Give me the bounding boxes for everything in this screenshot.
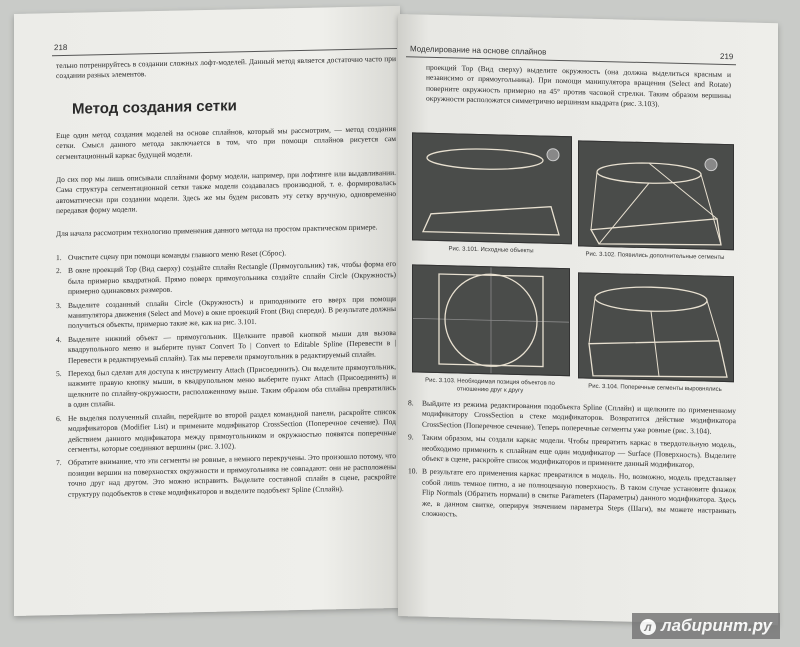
left-page-number: 218 — [54, 42, 68, 53]
item-text: Переход был сделан для доступа к инструменту Attach (Присоединить). Он выделите прямоугольник, нажмите правую кнопку мыши, в квадрупольном меню выберите пункт Attach (Присоединить) и щелкните по сплайну-окружности, расположенному выше. Таким образом оба сплайна превратились в один сплайн. — [68, 362, 396, 410]
item-number: 4. — [56, 334, 62, 344]
left-paragraph-1 — [56, 124, 396, 162]
list-item — [56, 451, 396, 500]
item-number: 8. — [408, 398, 414, 408]
item-text: Выделите нижний объект — прямоугольник. Щелкните правой кнопкой мыши для вызова квадрупольного меню и выберите пункт Convert To | Convert to Editable Spline (Перевести в | Перевести в редактируемый сплайн). Так мы перевели прямоугольник в редактируемый сплайн. — [68, 327, 396, 365]
right-top-text: проекций Top (Вид сверху) выделите окружность (она должна выделиться красным и независимо от прямоугольника). При помощи манипулятора вращения (Select and Rotate) поверните окружность примерно на 45° против часовой стрелки. Таким образом вершины окружности расположатся симметрично вершинам квадрата (рис. 3.103). — [426, 62, 731, 109]
list-item — [56, 328, 396, 366]
figure-3-103 — [412, 264, 570, 376]
watermark-text: лабиринт.ру — [661, 616, 772, 635]
item-text: В результате его применения каркас превратился в модель. Но, возможно, модель представляет собой лишь темное пятно, а не полноценную поверхность. В таком случае установите флажок Flip Normals (Обратить нормали) в свитке Parameters (Параметры) данного модификатора. Здесь же, в данном свитке, оперируя значением параметра Steps (Шаги), вы можете настраивать сложность. — [422, 467, 736, 519]
left-paragraph-3 — [56, 222, 396, 240]
left-page — [14, 6, 400, 616]
left-numbered-list — [56, 246, 396, 503]
watermark — [632, 613, 780, 639]
open-book — [14, 14, 784, 624]
item-number: 1. — [56, 253, 62, 263]
item-text: Выделите созданный сплайн Circle (Окружность) и приподнимите его вверх при помощи манипулятора движения (Select and Move) в окне проекций Front (Вид спереди). В результате должны получиться объекты, примерно такие же, как на рис. 3.101. — [68, 293, 396, 331]
caption-3-104: Рис. 3.104. Поперечные сегменты выровнялись — [588, 383, 722, 393]
figure-101-image — [413, 133, 571, 243]
item-number: 9. — [408, 432, 414, 442]
right-page-number: 219 — [720, 51, 734, 62]
figure-104-image — [579, 273, 733, 381]
figure-3-101 — [412, 132, 572, 244]
list-item — [408, 467, 736, 527]
item-number: 3. — [56, 300, 62, 310]
section-heading: Метод создания сетки — [72, 97, 237, 118]
list-item — [56, 362, 396, 411]
item-number: 2. — [56, 266, 62, 276]
list-item — [408, 398, 736, 437]
left-intro-text: тельно потренируйтесь в создании сложных лофт-моделей. Данный метод является достаточно часто при создании разных элементов. — [56, 53, 396, 81]
right-page — [398, 14, 778, 625]
list-item — [56, 294, 396, 332]
list-item — [408, 432, 736, 471]
running-head: Моделирование на основе сплайнов — [410, 44, 547, 57]
caption-3-103: Рис. 3.103. Необходимая позиция объектов по отношению друг к другу — [425, 377, 555, 395]
item-number: 6. — [56, 413, 62, 423]
figure-3-104 — [578, 272, 734, 382]
figure-3-102 — [578, 140, 734, 250]
figure-103-image — [413, 265, 569, 375]
item-text: Очистите сцену при помощи команды главного меню Reset (Сброс). — [68, 248, 287, 262]
paragraph-text: Еще один метод создания моделей на основе сплайнов, который мы рассмотрим, — метод создания сетки. Смысл данного метода заключается в том, что при помощи сплайнов рисуется сам сегментационный каркас будущей модели. — [56, 123, 396, 161]
item-number: 5. — [56, 369, 62, 379]
paragraph-text: Для начала рассмотрим технологию применения данного метода на простом практическом примере. — [56, 222, 378, 239]
figure-102-image — [579, 141, 733, 249]
list-item — [56, 259, 396, 297]
left-paragraph-2 — [56, 168, 396, 217]
item-text: В окне проекций Top (Вид сверху) создайте сплайн Rectangle (Прямоугольник) так, чтобы форма его была примерно квадратной. Прямо поверх прямоугольника создайте сплайн Circle (Окружность) примерно одинаковых размеров. — [68, 259, 396, 297]
right-numbered-list — [408, 398, 736, 529]
item-text: Не выделяя полученный сплайн, перейдите во второй раздел командной панели, раскройте список модификаторов (Modifier List) и примените модификатор CrossSection (Поперечное сечение). Под действием данного модификатора между прямоугольником и окружностью появятся поперечные сегменты, которые соединяют вершины (рис. 3.102). — [68, 406, 396, 454]
item-number: 10. — [408, 466, 418, 476]
paragraph-text: До сих пор мы лишь описывали сплайнами форму модели, например, при лофтинге или выдавливании. Сама структура сегментационной сетки также модели создавалась производной, т. е. формировалась автоматически при создании модели. Здесь же мы будем рисовать эту сетку вручную, одновременно передавая форму модели. — [56, 167, 396, 216]
item-text: Выйдите из режима редактирования подобъекта Spline (Сплайн) и щелкните по примененному модификатору CrossSection в стеке модификаторов. Возвратится действие модификатора CrossSection (Поперечное сечение). Теперь поперечные сегменты уже ровные (рис. 3.104). — [422, 398, 736, 436]
list-item — [56, 407, 396, 456]
item-text: Таким образом, мы создали каркас модели. Чтобы превратить каркас в твердотельную модель, необходимо применить к сплайнам еще один модификатор — Surface (Поверхность). Выделите объект в сцене, раскройте список модификаторов и примените данный модификатор. — [422, 432, 736, 470]
item-text: Обратите внимание, что эти сегменты не ровные, а немного перекручены. Это произошло потому, что позиции вершин на поверхностях окружности и прямоугольника не совпадают: они не расположены точно друг над другом. Это можно исправить. Выделите составной сплайн в сцене, раскройте структуру подобъектов в стеке модификаторов и выделите подобъект Spline (Сплайн). — [68, 451, 396, 499]
caption-3-102: Рис. 3.102. Появились дополнительные сегменты — [585, 251, 725, 261]
labirint-logo-icon: л — [640, 619, 656, 635]
item-number: 7. — [56, 458, 62, 468]
caption-3-101: Рис. 3.101. Исходные объекты — [448, 246, 534, 255]
